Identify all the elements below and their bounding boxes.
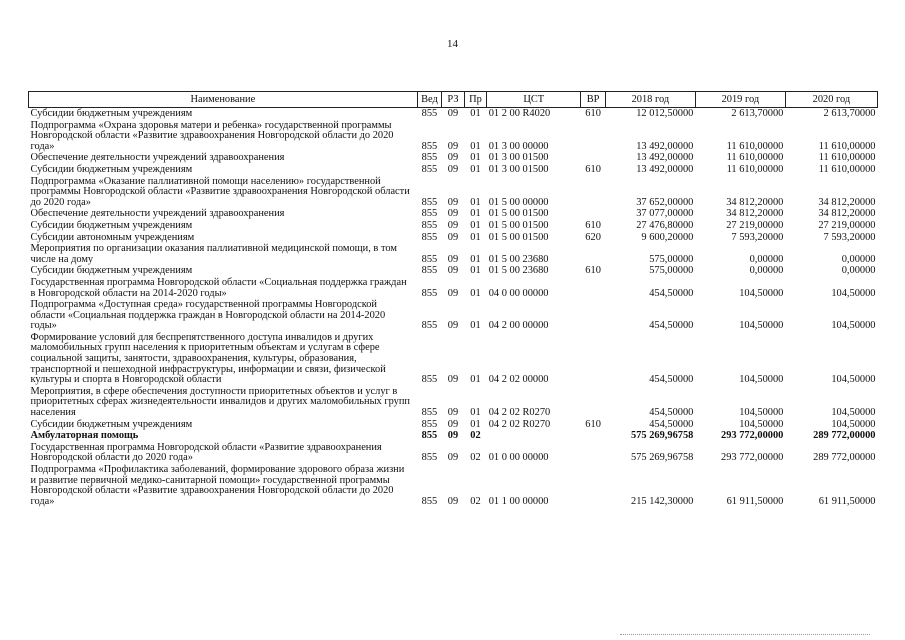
cell-rz: 09: [447, 407, 459, 419]
cell-2019: 293 772,00000: [721, 430, 784, 442]
cell-2020: 27 219,00000: [818, 219, 876, 231]
cell-vr: [581, 208, 606, 220]
cell-rz: 09: [447, 208, 459, 220]
header-2020: 2020 год: [785, 92, 877, 108]
cell-ved: 855: [421, 231, 438, 243]
cell-pr: 02: [470, 452, 481, 464]
cell-ved: 855: [421, 287, 438, 299]
table-row: [29, 120, 878, 153]
table-row: [29, 208, 878, 220]
cell-cst: [487, 430, 581, 442]
page-number: 14: [447, 38, 458, 50]
cell-rz: 09: [447, 108, 459, 119]
cell-cst: 04 0 00 00000: [488, 287, 549, 299]
cell-rz: 09: [447, 452, 459, 464]
cell-rz: 09: [447, 418, 459, 430]
cell-2018: 13 492,00000: [636, 152, 694, 164]
cell-rz: 09: [447, 196, 459, 208]
cell-pr: 01: [470, 196, 481, 208]
cell-ved: 855: [421, 495, 438, 507]
cell-2018: 12 012,50000: [636, 108, 694, 119]
cell-2018: 454,50000: [649, 418, 694, 430]
table-row: [29, 220, 878, 232]
cell-vr: 610: [585, 418, 601, 430]
cell-2018: 13 492,00000: [636, 140, 694, 152]
cell-2019: 0,00000: [749, 253, 784, 265]
table-row: [29, 243, 878, 265]
cell-2020: 104,50000: [831, 287, 876, 299]
cell-vr: [581, 152, 606, 164]
cell-2020: 61 911,50000: [818, 495, 876, 507]
table-row: [29, 299, 878, 332]
cell-ved: 855: [421, 418, 438, 430]
cell-rz: 09: [447, 374, 459, 386]
cell-ved: 855: [421, 253, 438, 265]
cell-name: Государственная программа Новгородской области «Социальная поддержка граждан в Новгородской области на 2014-2020 годы»: [30, 276, 407, 299]
cell-2018: 575 269,96758: [631, 430, 694, 442]
cell-2019: 34 812,20000: [726, 208, 784, 220]
cell-2018: 37 652,00000: [636, 196, 694, 208]
table-row: [29, 176, 878, 209]
cell-pr: 01: [470, 208, 481, 220]
cell-vr: 610: [585, 219, 601, 231]
header-pr: Пр: [464, 92, 487, 108]
cell-2019: 104,50000: [739, 407, 784, 419]
cell-cst: 01 5 00 00000: [488, 196, 549, 208]
cell-rz: 09: [447, 265, 459, 277]
cell-ved: 855: [421, 452, 438, 464]
cell-pr: 01: [470, 253, 481, 265]
cell-2019: 104,50000: [739, 287, 784, 299]
table-header-row: [29, 92, 878, 108]
cell-pr: 01: [470, 140, 481, 152]
cell-name: Формирование условий для беспрепятственного доступа инвалидов и других маломобильных групп населения к приоритетным объектам и услугам в сфере социальной защиты, занятости, здравоохранения, культуры, образования, транспортной и пешеходной инфраструктуры, информации и связи, физической культуры и спорта в Новгородской области: [30, 331, 386, 386]
cell-pr: 01: [470, 407, 481, 419]
cell-rz: 09: [447, 253, 459, 265]
cell-2019: 11 610,00000: [726, 140, 784, 152]
cell-pr: 01: [470, 265, 481, 277]
cell-ved: 855: [421, 163, 438, 175]
cell-name: Государственная программа Новгородской области «Развитие здравоохранения Новгородской области до 2020 года»: [30, 441, 382, 464]
cell-2019: 104,50000: [739, 418, 784, 430]
cell-2020: 34 812,20000: [818, 196, 876, 208]
cell-cst: 04 2 00 00000: [488, 320, 549, 332]
cell-pr: 02: [470, 430, 481, 442]
table-row: [29, 232, 878, 244]
cell-2018: 454,50000: [649, 374, 694, 386]
header-2019: 2019 год: [695, 92, 785, 108]
cell-2018: 13 492,00000: [636, 163, 694, 175]
header-rz: РЗ: [442, 92, 465, 108]
cell-2019: 104,50000: [739, 374, 784, 386]
cell-vr: [581, 430, 606, 442]
cell-ved: 855: [421, 208, 438, 220]
cell-ved: 855: [421, 108, 438, 119]
table-row: [29, 386, 878, 419]
cell-pr: 01: [470, 152, 481, 164]
cell-pr: 01: [470, 163, 481, 175]
cell-2019: 7 593,20000: [731, 231, 784, 243]
cell-vr: 610: [585, 265, 601, 277]
cell-rz: 09: [447, 287, 459, 299]
cell-2020: 0,00000: [841, 253, 876, 265]
header-vr: ВР: [581, 92, 606, 108]
cell-ved: 855: [421, 320, 438, 332]
cell-2019: 0,00000: [749, 265, 784, 277]
cell-2019: 34 812,20000: [726, 196, 784, 208]
cell-ved: 855: [421, 152, 438, 164]
cell-rz: 09: [447, 430, 459, 442]
cell-2019: 61 911,50000: [726, 495, 784, 507]
cell-name: Обеспечение деятельности учреждений здравоохранения: [30, 208, 285, 220]
cell-2020: 104,50000: [831, 418, 876, 430]
table-row: [29, 108, 878, 120]
cell-2018: 575 269,96758: [631, 452, 694, 464]
cell-vr: [581, 299, 606, 332]
cell-name: Субсидии бюджетным учреждениям: [30, 108, 193, 119]
cell-2020: 7 593,20000: [823, 231, 876, 243]
table-body: [29, 108, 878, 508]
cell-pr: 01: [470, 287, 481, 299]
cell-ved: 855: [421, 430, 438, 442]
cell-2020: 104,50000: [831, 407, 876, 419]
cell-vr: [581, 442, 606, 464]
cell-2020: 11 610,00000: [818, 152, 876, 164]
cell-vr: 610: [585, 108, 601, 119]
cell-name: Мероприятия, в сфере обеспечения доступности приоритетных объектов и услуг в приоритетных сферах жизнедеятельности инвалидов и других маломобильных групп населения: [30, 385, 410, 419]
table-row: [29, 430, 878, 442]
cell-vr: [581, 120, 606, 153]
cell-ved: 855: [421, 265, 438, 277]
cell-pr: 01: [470, 320, 481, 332]
cell-cst: 04 2 02 R0270: [488, 407, 551, 419]
header-name: Наименование: [29, 92, 418, 108]
cell-2020: 104,50000: [831, 320, 876, 332]
table-row: [29, 332, 878, 386]
cell-ved: 855: [421, 196, 438, 208]
cell-2019: 11 610,00000: [726, 152, 784, 164]
cell-pr: 01: [470, 219, 481, 231]
cell-2020: 289 772,00000: [813, 452, 876, 464]
cell-vr: [581, 332, 606, 386]
table-row: [29, 265, 878, 277]
table-row: [29, 464, 878, 507]
cell-pr: 02: [470, 495, 481, 507]
cell-2019: 27 219,00000: [726, 219, 784, 231]
table-row: [29, 152, 878, 164]
cell-cst: 01 5 00 23680: [488, 253, 549, 265]
cell-rz: 09: [447, 495, 459, 507]
cell-cst: 01 3 00 00000: [488, 140, 549, 152]
header-ved: Вед: [417, 92, 442, 108]
cell-vr: [581, 386, 606, 419]
table-row: [29, 442, 878, 464]
cell-name: Мероприятия по организации оказания паллиативной медицинской помощи, в том числе на дому: [30, 243, 397, 265]
cell-vr: 610: [585, 163, 601, 175]
cell-2019: 11 610,00000: [726, 163, 784, 175]
cell-2018: 575,00000: [649, 253, 694, 265]
cell-rz: 09: [447, 231, 459, 243]
cell-cst: 04 2 02 R0270: [488, 418, 551, 430]
cell-2018: 215 142,30000: [631, 495, 694, 507]
scan-artifact: [620, 634, 870, 637]
cell-2018: 454,50000: [649, 287, 694, 299]
cell-cst: 01 0 00 00000: [488, 452, 549, 464]
cell-ved: 855: [421, 140, 438, 152]
cell-vr: [581, 464, 606, 507]
cell-name: Подпрограмма «Оказание паллиативной помощи населению» государственной программы Новгородской области «Развитие здравоохранения Новгородской области до 2020 года»: [30, 175, 410, 208]
cell-2018: 454,50000: [649, 407, 694, 419]
cell-2018: 9 600,20000: [641, 231, 694, 243]
cell-name: Подпрограмма «Охрана здоровья матери и ребенка» государственной программы Новгородской области «Развитие здравоохранения Новгородской области до 2020 года»: [30, 119, 394, 152]
cell-2018: 454,50000: [649, 320, 694, 332]
cell-name: Субсидии бюджетным учреждениям: [30, 418, 193, 430]
cell-name: Обеспечение деятельности учреждений здравоохранения: [30, 152, 285, 164]
cell-rz: 09: [447, 320, 459, 332]
cell-pr: 01: [470, 374, 481, 386]
cell-name: Субсидии бюджетным учреждениям: [30, 219, 193, 231]
cell-vr: [581, 277, 606, 299]
cell-pr: 01: [470, 108, 481, 119]
cell-cst: 01 5 00 23680: [488, 265, 549, 277]
cell-vr: 620: [585, 231, 601, 243]
cell-2020: 0,00000: [841, 265, 876, 277]
cell-name: Подпрограмма «Профилактика заболеваний, формирование здорового образа жизни и развитие первичной медико-санитарной помощи» государственной программы Новгородской области «Развитие здравоохранения Новгородской области до 2020 года»: [30, 464, 405, 507]
cell-name: Субсидии бюджетным учреждениям: [30, 163, 193, 175]
cell-2019: 104,50000: [739, 320, 784, 332]
table-row: [29, 164, 878, 176]
header-cst: ЦСТ: [487, 92, 581, 108]
cell-2018: 27 476,80000: [636, 219, 694, 231]
header-2018: 2018 год: [605, 92, 695, 108]
cell-2020: 104,50000: [831, 374, 876, 386]
cell-2020: 11 610,00000: [818, 163, 876, 175]
cell-2020: 11 610,00000: [818, 140, 876, 152]
cell-pr: 01: [470, 231, 481, 243]
cell-2019: 2 613,70000: [731, 108, 784, 119]
cell-cst: 04 2 02 00000: [488, 374, 549, 386]
cell-cst: 01 5 00 01500: [488, 231, 549, 243]
cell-name: Субсидии автономным учреждениям: [30, 231, 195, 243]
cell-ved: 855: [421, 407, 438, 419]
cell-name: Подпрограмма «Доступная среда» государственной программы Новгородской области «Социальная поддержка граждан в Новгородской области на 2014-2020 годы»: [30, 299, 386, 332]
cell-2020: 34 812,20000: [818, 208, 876, 220]
cell-rz: 09: [447, 140, 459, 152]
cell-name: Субсидии бюджетным учреждениям: [30, 265, 193, 277]
table-row: [29, 419, 878, 431]
cell-cst: 01 5 00 01500: [488, 208, 549, 220]
cell-2018: 37 077,00000: [636, 208, 694, 220]
cell-cst: 01 5 00 01500: [488, 219, 549, 231]
cell-rz: 09: [447, 219, 459, 231]
cell-cst: 01 1 00 00000: [488, 495, 549, 507]
cell-rz: 09: [447, 152, 459, 164]
cell-vr: [581, 176, 606, 209]
cell-ved: 855: [421, 374, 438, 386]
cell-vr: [581, 243, 606, 265]
cell-cst: 01 3 00 01500: [488, 152, 549, 164]
cell-ved: 855: [421, 219, 438, 231]
cell-2020: 289 772,00000: [813, 430, 876, 442]
cell-2019: 293 772,00000: [721, 452, 784, 464]
cell-2020: 2 613,70000: [823, 108, 876, 119]
budget-table: [28, 91, 878, 507]
cell-2018: 575,00000: [649, 265, 694, 277]
cell-rz: 09: [447, 163, 459, 175]
cell-name: Амбулаторная помощь: [30, 430, 139, 442]
cell-cst: 01 2 00 R4020: [488, 108, 551, 119]
cell-cst: 01 3 00 01500: [488, 163, 549, 175]
cell-pr: 01: [470, 418, 481, 430]
table-row: [29, 277, 878, 299]
